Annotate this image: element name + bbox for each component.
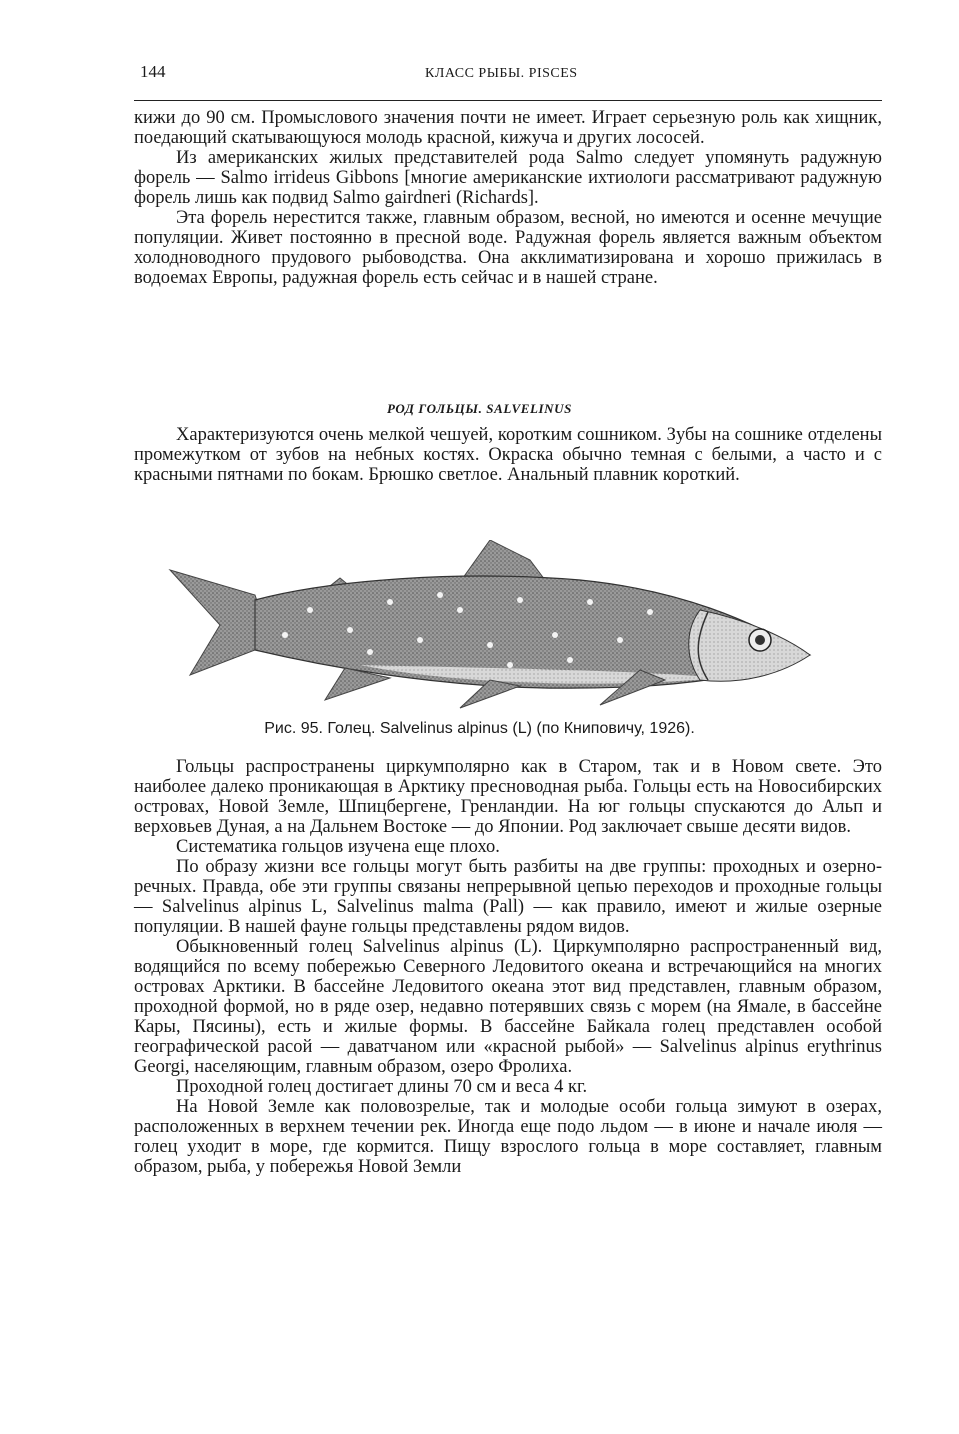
paragraph: Систематика гольцов изучена еще плохо. [176, 837, 500, 857]
paragraph: кижи до 90 см. Промыслового значения почти не имеет. Играет серьезную роль как хищник, поедающий скатывающуюся молодь красной, кижуча и других лососей. [134, 108, 882, 148]
paragraph: По образу жизни все гольцы могут быть разбиты на две группы: проходных и озерно-речных. Правда, обе эти группы связаны непрерывной цепью переходов и проходные гольцы — Salvelinus alpinus L, Salvelinus malma (Pall) — как правило, имеют и жилые озерные популяции. В нашей фауне гольцы представлены рядом видов. [134, 857, 882, 937]
paragraph: Эта форель нерестится также, главным образом, весной, но имеются и осенне мечущие популяции. Живет постоянно в пресной воде. Радужная форель является важным объектом холодноводного прудового рыбоводства. Она акклиматизирована и хорошо прижилась в водоемах Европы, радужная форель есть сейчас и в нашей стране. [134, 208, 882, 288]
running-title: КЛАСС РЫБЫ. PISCES [425, 66, 578, 81]
paragraph: Гольцы распространены циркумполярно как в Старом, так и в Новом свете. Это наиболее далеко проникающая в Арктику пресноводная рыба. Гольцы есть на Новосибирских островах, Новой Земле, Шпицбергене, Гренландии. На юг гольцы спускаются до Альп и верховьев Дуная, а на Дальнем Востоке — до Японии. Род заключает свыше десяти видов. [134, 757, 882, 837]
section-heading: РОД ГОЛЬЦЫ. SALVELINUS [387, 401, 572, 416]
figure [160, 540, 820, 710]
paragraph: Проходной голец достигает длины 70 см и веса 4 кг. [176, 1077, 588, 1097]
paragraph: Обыкновенный голец Salvelinus alpinus (L). Циркумполярно распространенный вид, водящийся по всему побережью Северного Ледовитого океана и встречающийся на многих островах Арктики. В бассейне Ледовитого океана этот вид представлен, главным образом, проходной формой, но в ряде озер, недавно потерявших связь с морем (на Ямале, в бассейне Кары, Пясины), есть и жилые формы. В бассейне Байкала голец представлен особой географической расой — даватчаном или «красной рыбой» — Salvelinus alpinus erythrinus Georgi, населяющим, главным образом, озеро Фролиха. [134, 937, 882, 1077]
header-rule [134, 100, 882, 101]
bottom-text-block [134, 757, 882, 1177]
paragraph: Из американских жилых представителей рода Salmo следует упомянуть радужную форель — Salmo irrideus Gibbons [многие американские ихтиологи рассматривают радужную форель лишь как подвид Salmo gairdneri (Richards]. [134, 148, 882, 208]
section-intro-block [134, 425, 882, 485]
figure-caption: Рис. 95. Голец. Salvelinus alpinus (L) (по Книповичу, 1926). [264, 720, 695, 737]
page-number: 144 [140, 62, 166, 81]
paragraph: На Новой Земле как половозрелые, так и молодые особи гольца зимуют в озерах, расположенных в верхнем течении рек. Иногда еще подо льдом — в июне и начале июля — голец уходит в море, где кормится. Пищу взрослого гольца в море составляет, главным образом, рыба, у побережья Новой Земли [134, 1097, 882, 1177]
paragraph: Характеризуются очень мелкой чешуей, коротким сошником. Зубы на сошнике отделены промежутком от зубов на небных костях. Окраска обычно темная с белыми, а часто и с красными пятнами по бокам. Брюшко светлое. Анальный плавник короткий. [134, 425, 882, 485]
fish-illustration-icon [160, 540, 820, 710]
top-text-block [134, 108, 882, 288]
